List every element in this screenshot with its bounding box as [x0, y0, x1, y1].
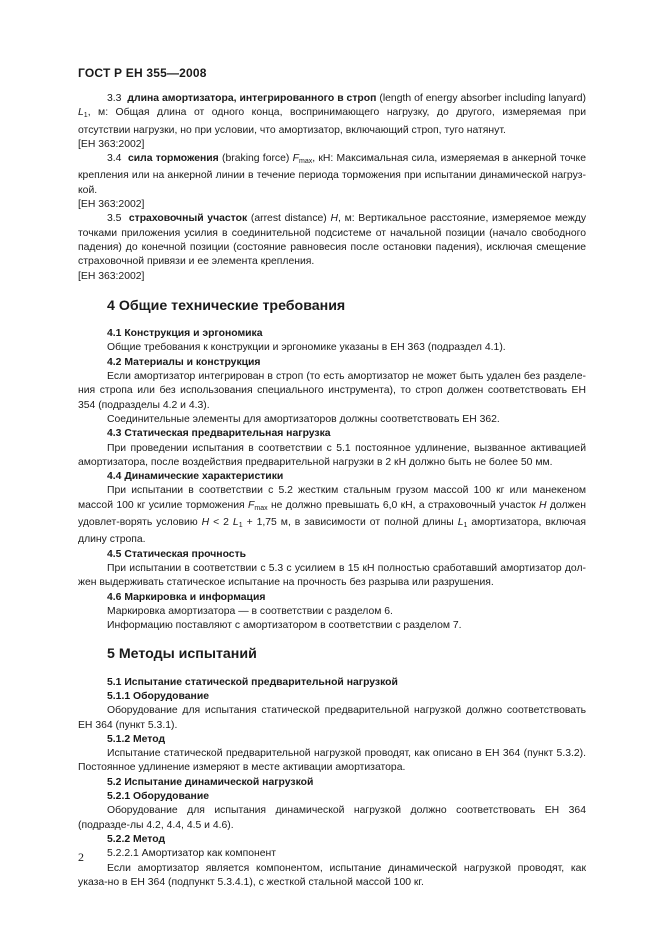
clause-4-6-text-1: Маркировка амортизатора — в соответствии с разделом 6.	[107, 605, 393, 617]
term-3-4: 3.4 сила торможения (braking force) $F_{max}$, кН: Максимальная сила, измеряемая в анкерной точке крепления или на анкерной линии в течение периода торможения при испытании динамической нагруз-кой.	[78, 153, 586, 196]
section-5-title: 5 Методы испытаний	[107, 646, 257, 663]
clause-5-1-1-text: Оборудование для испытания статической предварительной нагрузкой должно соответствовать ЕН 364 (пункт 5.3.1).	[78, 705, 586, 731]
clause-4-1-title: 4.1 Конструкция и эргономика	[107, 328, 263, 340]
clause-4-1-text: Общие требования к конструкции и эргономике указаны в ЕН 363 (подраздел 4.1).	[107, 342, 506, 354]
document-header: ГОСТ Р ЕН 355—2008	[78, 66, 207, 80]
clause-4-2-text-2: Соединительные элементы для амортизаторов должны соответствовать ЕН 362.	[107, 413, 500, 425]
clause-4-6-text-2: Информацию поставляют с амортизатором в соответствии с разделом 7.	[107, 620, 462, 632]
clause-5-1-2-text: Испытание статической предварительной нагрузкой проводят, как описано в ЕН 364 (пункт 5.3.2). Постоянное удлинение измеряют в месте активации амортизатора.	[78, 748, 586, 774]
clause-5-1-title: 5.1 Испытание статической предварительной нагрузкой	[107, 676, 398, 688]
clause-5-2-title: 5.2 Испытание динамической нагрузкой	[107, 776, 314, 788]
term-3-3-ref: [ЕН 363:2002]	[78, 138, 145, 150]
section-4-title: 4 Общие технические требования	[107, 297, 346, 314]
clause-5-2-1-text: Оборудование для испытания динамической нагрузкой должно соответствовать ЕН 364 (подразде-лы 4.2, 4.4, 4.5 и 4.6).	[78, 805, 586, 831]
page-number: 2	[78, 850, 84, 864]
clause-4-2-title: 4.2 Материалы и конструкция	[107, 356, 261, 368]
clause-5-1-1-title: 5.1.1 Оборудование	[107, 690, 209, 702]
clause-4-5-title: 4.5 Статическая прочность	[107, 548, 247, 560]
clause-5-2-1-title: 5.2.1 Оборудование	[107, 791, 209, 803]
clause-4-5-text: При испытании в соответствии с 5.3 с усилием в 15 кН полностью сработавший амортизатор дол-жен выдерживать статическое испытание на прочность без разрыва или разрушения.	[78, 562, 586, 589]
clause-4-3-text: При проведении испытания в соответствии с 5.1 постоянное удлинение, вызванное активацией амортизатора, после воздействия предварительной нагрузки в 2 кН должно быть не более 50 мм.	[78, 442, 586, 468]
clause-5-2-2-title: 5.2.2 Метод	[107, 833, 166, 845]
clause-5-1-2-title: 5.1.2 Метод	[107, 733, 166, 745]
term-3-5: 3.5 страховочный участок (arrest distance) H, м: Вертикальное расстояние, измеряемое между точками приложения усилия в соединительной подсистеме от начальной позиции (начало свободного падения) до конечной позиции (состояние равновесия после остановки падения), исключая смещение страховочной привязи и ее элемента крепления.	[78, 213, 587, 268]
clause-4-4-title: 4.4 Динамические характеристики	[107, 471, 284, 483]
clause-4-4-text: При испытании в соответствии с 5.2 жестким стальным грузом массой 100 кг или манекеном массой 100 кг усилие торможения $F_{max}$ не должно превышать 6,0 кН, а страховочный участок H должен удовлет-ворять условию H < 2 $L_1 + 1,75$ м, в зависимости от полной длины $L_1$ амортизатора, включая длину стропа.	[78, 485, 586, 546]
clause-5-2-2-1-title: 5.2.2.1 Амортизатор как компонент	[107, 848, 277, 860]
document-body	[78, 92, 586, 890]
clause-5-2-2-1-text: Если амортизатор является компонентом, испытание динамической нагрузкой проводят, как указа-но в ЕН 364 (подпункт 5.3.4.1), с жесткой стальной массой 100 кг.	[78, 862, 586, 888]
term-3-5-ref: [ЕН 363:2002]	[78, 270, 145, 282]
clause-4-6-title: 4.6 Маркировка и информация	[107, 591, 266, 603]
term-3-4-ref: [ЕН 363:2002]	[78, 199, 145, 211]
term-3-3: 3.3 длина амортизатора, интегрированного в строп (length of energy absorber including lanyard) $L_1$, м: Общая длина от одного конца, воспринимающего нагрузку, до другого, измеряемая при отсутствии нагрузки, но при условии, что амортизатор, включающий строп, туго натянут.	[78, 93, 586, 136]
clause-4-2-text-1: Если амортизатор интегрирован в строп (то есть амортизатор не может быть удален без разделе-ния стропа или без использования специального инструмента), то строп должен соответствовать ЕН 354 (подразделы 4.2 и 4.3).	[78, 371, 586, 411]
clause-4-3-title: 4.3 Статическая предварительная нагрузка	[107, 428, 331, 440]
